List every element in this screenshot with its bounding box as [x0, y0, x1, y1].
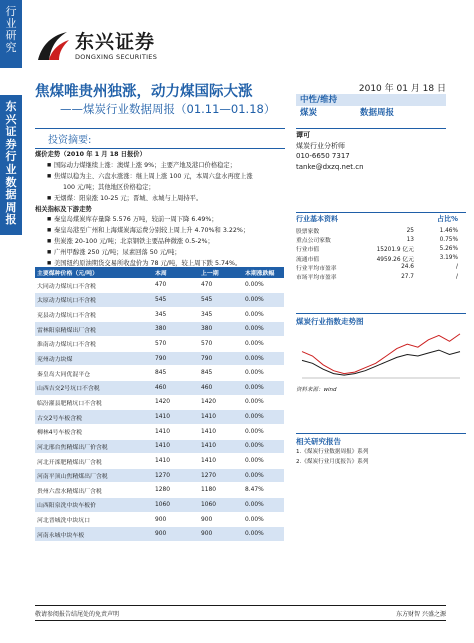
table-cell: 1410	[199, 424, 243, 439]
table-cell: 470	[153, 278, 199, 293]
analyst-phone: 010-6650 7317	[296, 152, 350, 161]
table-cell: 345	[199, 307, 243, 322]
industry-tag: 煤炭	[300, 108, 318, 118]
table-cell: 0.00%	[243, 512, 284, 527]
table-cell: 兖县动力煤坑口不含税	[35, 307, 153, 322]
stats-row	[296, 263, 466, 272]
related-indicators-heading: 相关指标及下游走势	[35, 205, 92, 213]
related-reports-list	[296, 447, 466, 467]
table-cell: 河北开滦肥精煤出厂含税	[35, 454, 153, 469]
table-cell: 0.00%	[243, 337, 284, 352]
stats-cell: 行业市值	[296, 247, 320, 254]
table-row	[35, 468, 284, 483]
stats-cell: 3.19%	[439, 255, 458, 262]
table-cell: 临汾灌县肥精坑口不含税	[35, 395, 153, 410]
table-cell: 900	[153, 512, 199, 527]
table-cell: 845	[199, 366, 243, 381]
stats-cell: 25	[406, 227, 414, 234]
table-cell: 1180	[199, 483, 243, 498]
logo-chinese-name: 东兴证券	[75, 31, 156, 53]
stats-cell: 行业平均市盈率	[296, 265, 337, 272]
chart-source: 资料来源：wind	[296, 387, 337, 393]
table-cell: 1270	[153, 468, 199, 483]
table-cell: 河南平顶山焦精煤出厂含税	[35, 468, 153, 483]
related-reports-title: 相关研究报告	[296, 433, 466, 447]
table-row	[35, 293, 284, 308]
table-header-cell: 本期涨跌幅	[243, 267, 284, 278]
stats-cell: /	[456, 264, 458, 271]
table-cell: 380	[153, 322, 199, 337]
chart-title: 煤炭行业指数走势图	[296, 313, 466, 327]
index-trend-chart	[296, 328, 466, 383]
table-cell: 0.00%	[243, 527, 284, 542]
table-cell: 470	[199, 278, 243, 293]
company-slogan: 东方财智 兴盛之源	[396, 611, 446, 618]
category-row	[296, 107, 446, 119]
stats-row	[296, 235, 466, 244]
summary-body	[35, 150, 290, 270]
table-cell: 0.00%	[243, 424, 284, 439]
stats-cell: 流通市值	[296, 256, 320, 263]
table-cell: 河北晋城洗中块坑口	[35, 512, 153, 527]
stats-row	[296, 244, 466, 253]
table-cell: 345	[153, 307, 199, 322]
analyst-title: 煤炭行业分析师	[296, 141, 345, 150]
rating-badge: 中性/维持	[300, 95, 338, 105]
report-title: 焦煤唯贵州独涨，动力煤国际大涨	[35, 84, 253, 100]
stats-row	[296, 272, 466, 281]
share-column-header: 占比%	[436, 215, 458, 223]
table-cell: 雷林阳泉精煤出厂含税	[35, 322, 153, 337]
table-cell: 0.00%	[243, 278, 284, 293]
summary-bullet: ■ 焦煤以稳为主、六盘水涨涨：继上周上涨 100 元，本周六盘水再度上涨	[35, 172, 290, 183]
left-sidebar	[0, 0, 22, 643]
table-row	[35, 278, 284, 293]
table-cell: 0.00%	[243, 410, 284, 425]
table-header-row	[35, 267, 284, 278]
table-cell: 460	[199, 380, 243, 395]
stats-cell: 24.6	[401, 264, 414, 271]
table-cell: 河南永城中块车板	[35, 527, 153, 542]
disclaimer-note: 敬请参阅报告结尾处的免责声明	[35, 611, 120, 618]
sidebar-report-label: 东兴证券行业数据周报	[0, 95, 22, 235]
table-cell: 太原动力煤坑口不含税	[35, 293, 153, 308]
table-cell: 1060	[153, 498, 199, 513]
table-cell: 1420	[199, 395, 243, 410]
report-date: 2010 年 01 月 18 日	[296, 81, 446, 97]
chart-series-line-1	[302, 350, 460, 375]
table-row	[35, 410, 284, 425]
table-row	[35, 366, 284, 381]
stats-cell: 市场平均市盈率	[296, 275, 337, 282]
summary-bullet: ■ 美国纽约原油期货交易所收盘价为 78 元/吨，较上周下跌 5.74%。	[35, 259, 290, 270]
table-cell: 380	[199, 322, 243, 337]
analyst-info	[296, 128, 446, 172]
table-header-cell: 上一期	[199, 267, 243, 278]
table-cell: 河北邢台焦精煤出厂价含税	[35, 439, 153, 454]
chart-svg	[296, 328, 466, 383]
related-report-item[interactable]: 2.《煤炭行业月度报告》系列	[296, 459, 369, 465]
table-cell: 1060	[199, 498, 243, 513]
analyst-name: 谭可	[296, 131, 310, 139]
table-cell: 淮南动力煤坑口不含税	[35, 337, 153, 352]
summary-heading: 投资摘要:	[35, 128, 285, 149]
table-cell: 0.00%	[243, 351, 284, 366]
footer-divider	[35, 620, 446, 621]
stats-cell: 重点公司家数	[296, 238, 331, 245]
table-cell: 1270	[199, 468, 243, 483]
table-cell: 8.47%	[243, 483, 284, 498]
table-cell: 秦皇岛大同优混平仓	[35, 366, 153, 381]
stats-cell: 5.26%	[439, 245, 458, 252]
stats-cell: /	[456, 273, 458, 280]
weekly-price-heading: 煤价走势（2010 年 1 月 18 日报价）	[35, 151, 146, 158]
sidebar-category-label: 行业研究	[0, 0, 22, 68]
table-cell: 900	[199, 527, 243, 542]
table-cell: 0.00%	[243, 380, 284, 395]
table-cell: 1410	[153, 454, 199, 469]
table-cell: 0.00%	[243, 395, 284, 410]
stats-row	[296, 254, 466, 263]
table-cell: 贵州六盘水精煤出厂含税	[35, 483, 153, 498]
stats-row	[296, 226, 466, 235]
table-row	[35, 395, 284, 410]
table-row	[35, 351, 284, 366]
table-row	[35, 483, 284, 498]
table-cell: 0.00%	[243, 454, 284, 469]
stats-cell: 股票家数	[296, 229, 320, 236]
table-row	[35, 498, 284, 513]
stats-cell: 27.7	[401, 273, 414, 280]
table-cell: 545	[153, 293, 199, 308]
table-row	[35, 439, 284, 454]
industry-stats-header	[296, 212, 466, 223]
table-cell: 570	[153, 337, 199, 352]
summary-bullet: ■ 秦皇岛港至广州和上海煤炭海运费分别较上周上升 4.70%和 3.22%；	[35, 226, 290, 237]
table-cell: 山西吉交2号坑口不含税	[35, 380, 153, 395]
table-header-cell: 主要煤种价格（元/吨）	[35, 267, 153, 278]
table-cell: 1410	[199, 439, 243, 454]
logo-english-name: DONGXING SECURITIES	[75, 53, 158, 61]
report-type-tag: 数据周报	[360, 108, 395, 118]
table-cell: 790	[153, 351, 199, 366]
chart-series-line-0	[302, 334, 460, 374]
table-row	[35, 512, 284, 527]
table-cell: 900	[199, 512, 243, 527]
table-cell: 460	[153, 380, 199, 395]
table-cell: 0.00%	[243, 498, 284, 513]
table-cell: 古交2号车板含税	[35, 410, 153, 425]
table-cell: 845	[153, 366, 199, 381]
summary-bullet: ■ 秦皇岛煤炭库存量降 5.576 万吨，较前一周下降 6.49%；	[35, 215, 290, 226]
table-cell: 0.00%	[243, 439, 284, 454]
table-cell: 兖州动力块煤	[35, 351, 153, 366]
table-cell: 0.00%	[243, 307, 284, 322]
related-report-item[interactable]: 1.《煤炭行业数据周报》系列	[296, 449, 369, 455]
analyst-email[interactable]: tanke@dxzq.net.cn	[296, 162, 364, 171]
stats-cell: 0.75%	[439, 236, 458, 243]
stats-cell: 13	[406, 236, 414, 243]
rating-row	[296, 94, 446, 106]
table-cell: 1410	[153, 424, 199, 439]
table-cell: 1420	[153, 395, 199, 410]
table-cell: 1410	[153, 439, 199, 454]
table-cell: 0.00%	[243, 468, 284, 483]
summary-bullet: ■ 广州甲醇涨 250 元/吨；尿素回落 50 元/吨；	[35, 248, 290, 259]
table-cell: 570	[199, 337, 243, 352]
table-cell: 大同动力煤坑口不含税	[35, 278, 153, 293]
table-cell: 0.00%	[243, 322, 284, 337]
table-cell: 0.00%	[243, 366, 284, 381]
table-cell: 1410	[199, 410, 243, 425]
stats-cell: 4959.26 亿元	[376, 256, 414, 263]
summary-bullet: ■ 国际动力煤继续上涨：澳煤上涨 9%；主要产地及港口价格稳定；	[35, 161, 290, 172]
industry-stats-title: 行业基本资料	[296, 215, 338, 223]
table-row	[35, 454, 284, 469]
summary-bullet-continued: 100 元/吨；其他地区价格稳定；	[63, 183, 155, 191]
table-cell: 0.00%	[243, 293, 284, 308]
table-cell: 1410	[199, 454, 243, 469]
industry-stats-table	[296, 226, 466, 281]
summary-bullet: ■ 焦炭涨 20-100 元/吨；北京钢铁主要品种微涨 0.5-2%；	[35, 237, 290, 248]
stats-cell: 15201.9 亿元	[376, 247, 414, 254]
table-cell: 1410	[153, 410, 199, 425]
table-row	[35, 322, 284, 337]
table-row	[35, 424, 284, 439]
table-header-cell: 本周	[153, 267, 199, 278]
coal-price-table	[35, 267, 284, 542]
table-row	[35, 337, 284, 352]
report-subtitle: ——煤炭行业数据周报（01.11—01.18）	[60, 102, 276, 116]
page-footer	[35, 605, 446, 618]
table-cell: 柳林4号车板含税	[35, 424, 153, 439]
logo-mark-icon	[35, 30, 71, 62]
table-row	[35, 527, 284, 542]
table-row	[35, 380, 284, 395]
summary-bullet: ■ 无烟煤：阳泉涨 10-25 元；晋城、永城与上周持平。	[35, 194, 290, 205]
table-row	[35, 307, 284, 322]
table-cell: 山西阳泉洗中块车板价	[35, 498, 153, 513]
table-cell: 790	[199, 351, 243, 366]
stats-cell: 1.46%	[439, 227, 458, 234]
table-cell: 900	[153, 527, 199, 542]
table-cell: 1280	[153, 483, 199, 498]
table-cell: 545	[199, 293, 243, 308]
company-logo	[35, 28, 157, 64]
